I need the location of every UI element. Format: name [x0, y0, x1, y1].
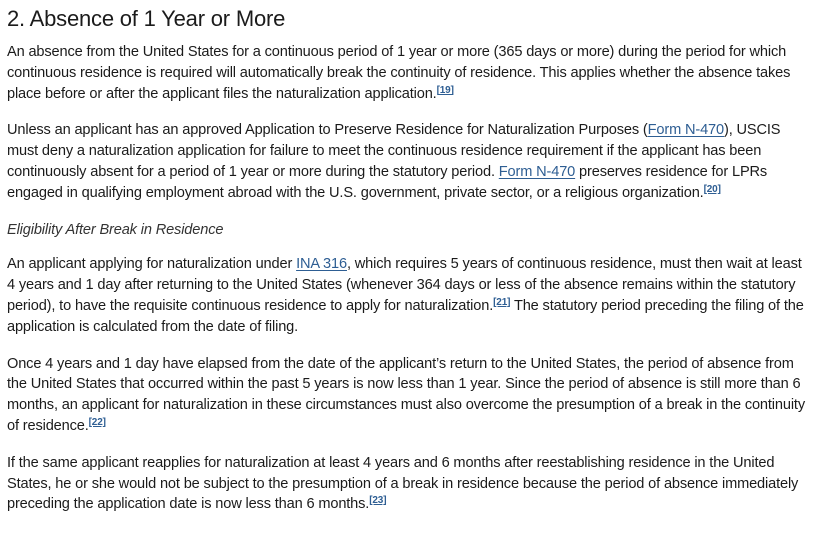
footnote-ref-22: [89, 417, 106, 428]
paragraph-text: The statutory period preceding the filing of the application is calculated from the date of filing.: [7, 297, 804, 335]
form-n470-link[interactable]: Form N-470: [647, 122, 724, 139]
footnote-link-22[interactable]: [22]: [88, 416, 106, 428]
paragraph-text: ), USCIS must deny a naturalization application for failure to meet the continuous residence requirement if the applicant has been continuously absent for a period of 1 year or more during the statutory period.: [7, 122, 781, 180]
footnote-ref-20: [704, 184, 721, 195]
paragraph-form-n470: [7, 120, 807, 203]
paragraph-absence-definition: [7, 42, 807, 104]
footnote-ref-23: [369, 495, 386, 506]
paragraph-text: , which requires 5 years of continuous residence, must then wait at least 4 years and 1 day after returning to the United States (whenever 364 days or less of the absence remains within the statutory period), to have the requisite continuous residence to apply for naturalization.: [7, 256, 802, 314]
form-n470-link-2[interactable]: Form N-470: [498, 163, 576, 180]
paragraph-presumption: [7, 354, 807, 437]
section-heading: 2. Absence of 1 Year or More: [7, 6, 286, 31]
article-content: [7, 0, 807, 515]
footnote-link-19[interactable]: [19]: [436, 84, 454, 96]
paragraph-text: Unless an applicant has an approved Application to Preserve Residence for Naturalization Purposes (: [7, 122, 648, 139]
paragraph-text: An applicant applying for naturalization under: [7, 256, 297, 273]
ina-316-link[interactable]: INA 316: [296, 256, 347, 273]
paragraph-reapply: [7, 453, 807, 515]
subheading-eligibility: Eligibility After Break in Residence: [7, 221, 224, 238]
footnote-ref-21: [493, 297, 510, 308]
paragraph-text: If the same applicant reapplies for naturalization at least 4 years and 6 months after reestablishing residence in the United States, he or she would not be subject to the presumption of a break in residence because the period of absence immediately preceding the application date is now less than 6 months.: [7, 454, 799, 513]
paragraph-text: An absence from the United States for a continuous period of 1 year or more (365 days or more) during the period for which continuous residence is required will automatically break the continuity of residence. This applies whether the absence takes place before or after the applicant files the naturalization application.: [7, 44, 791, 102]
footnote-link-21[interactable]: [21]: [493, 296, 511, 308]
paragraph-text: preserves residence for LPRs engaged in qualifying employment abroad with the U.S. government, private sector, or a religious organization.: [7, 163, 768, 201]
footnote-ref-19: [437, 85, 454, 96]
paragraph-text: Once 4 years and 1 day have elapsed from the date of the applicant’s return to the United States, the period of absence from the United States that occurred within the past 5 years is now less than 1 year. Since the period of absence is still more than 6 months, an applicant for naturalization in these circumstances must also overcome the presumption of a break in the continuity of residence.: [7, 355, 805, 434]
paragraph-ina-316: [7, 254, 807, 337]
footnote-link-20[interactable]: [20]: [703, 183, 721, 195]
footnote-link-23[interactable]: [23]: [369, 495, 387, 507]
